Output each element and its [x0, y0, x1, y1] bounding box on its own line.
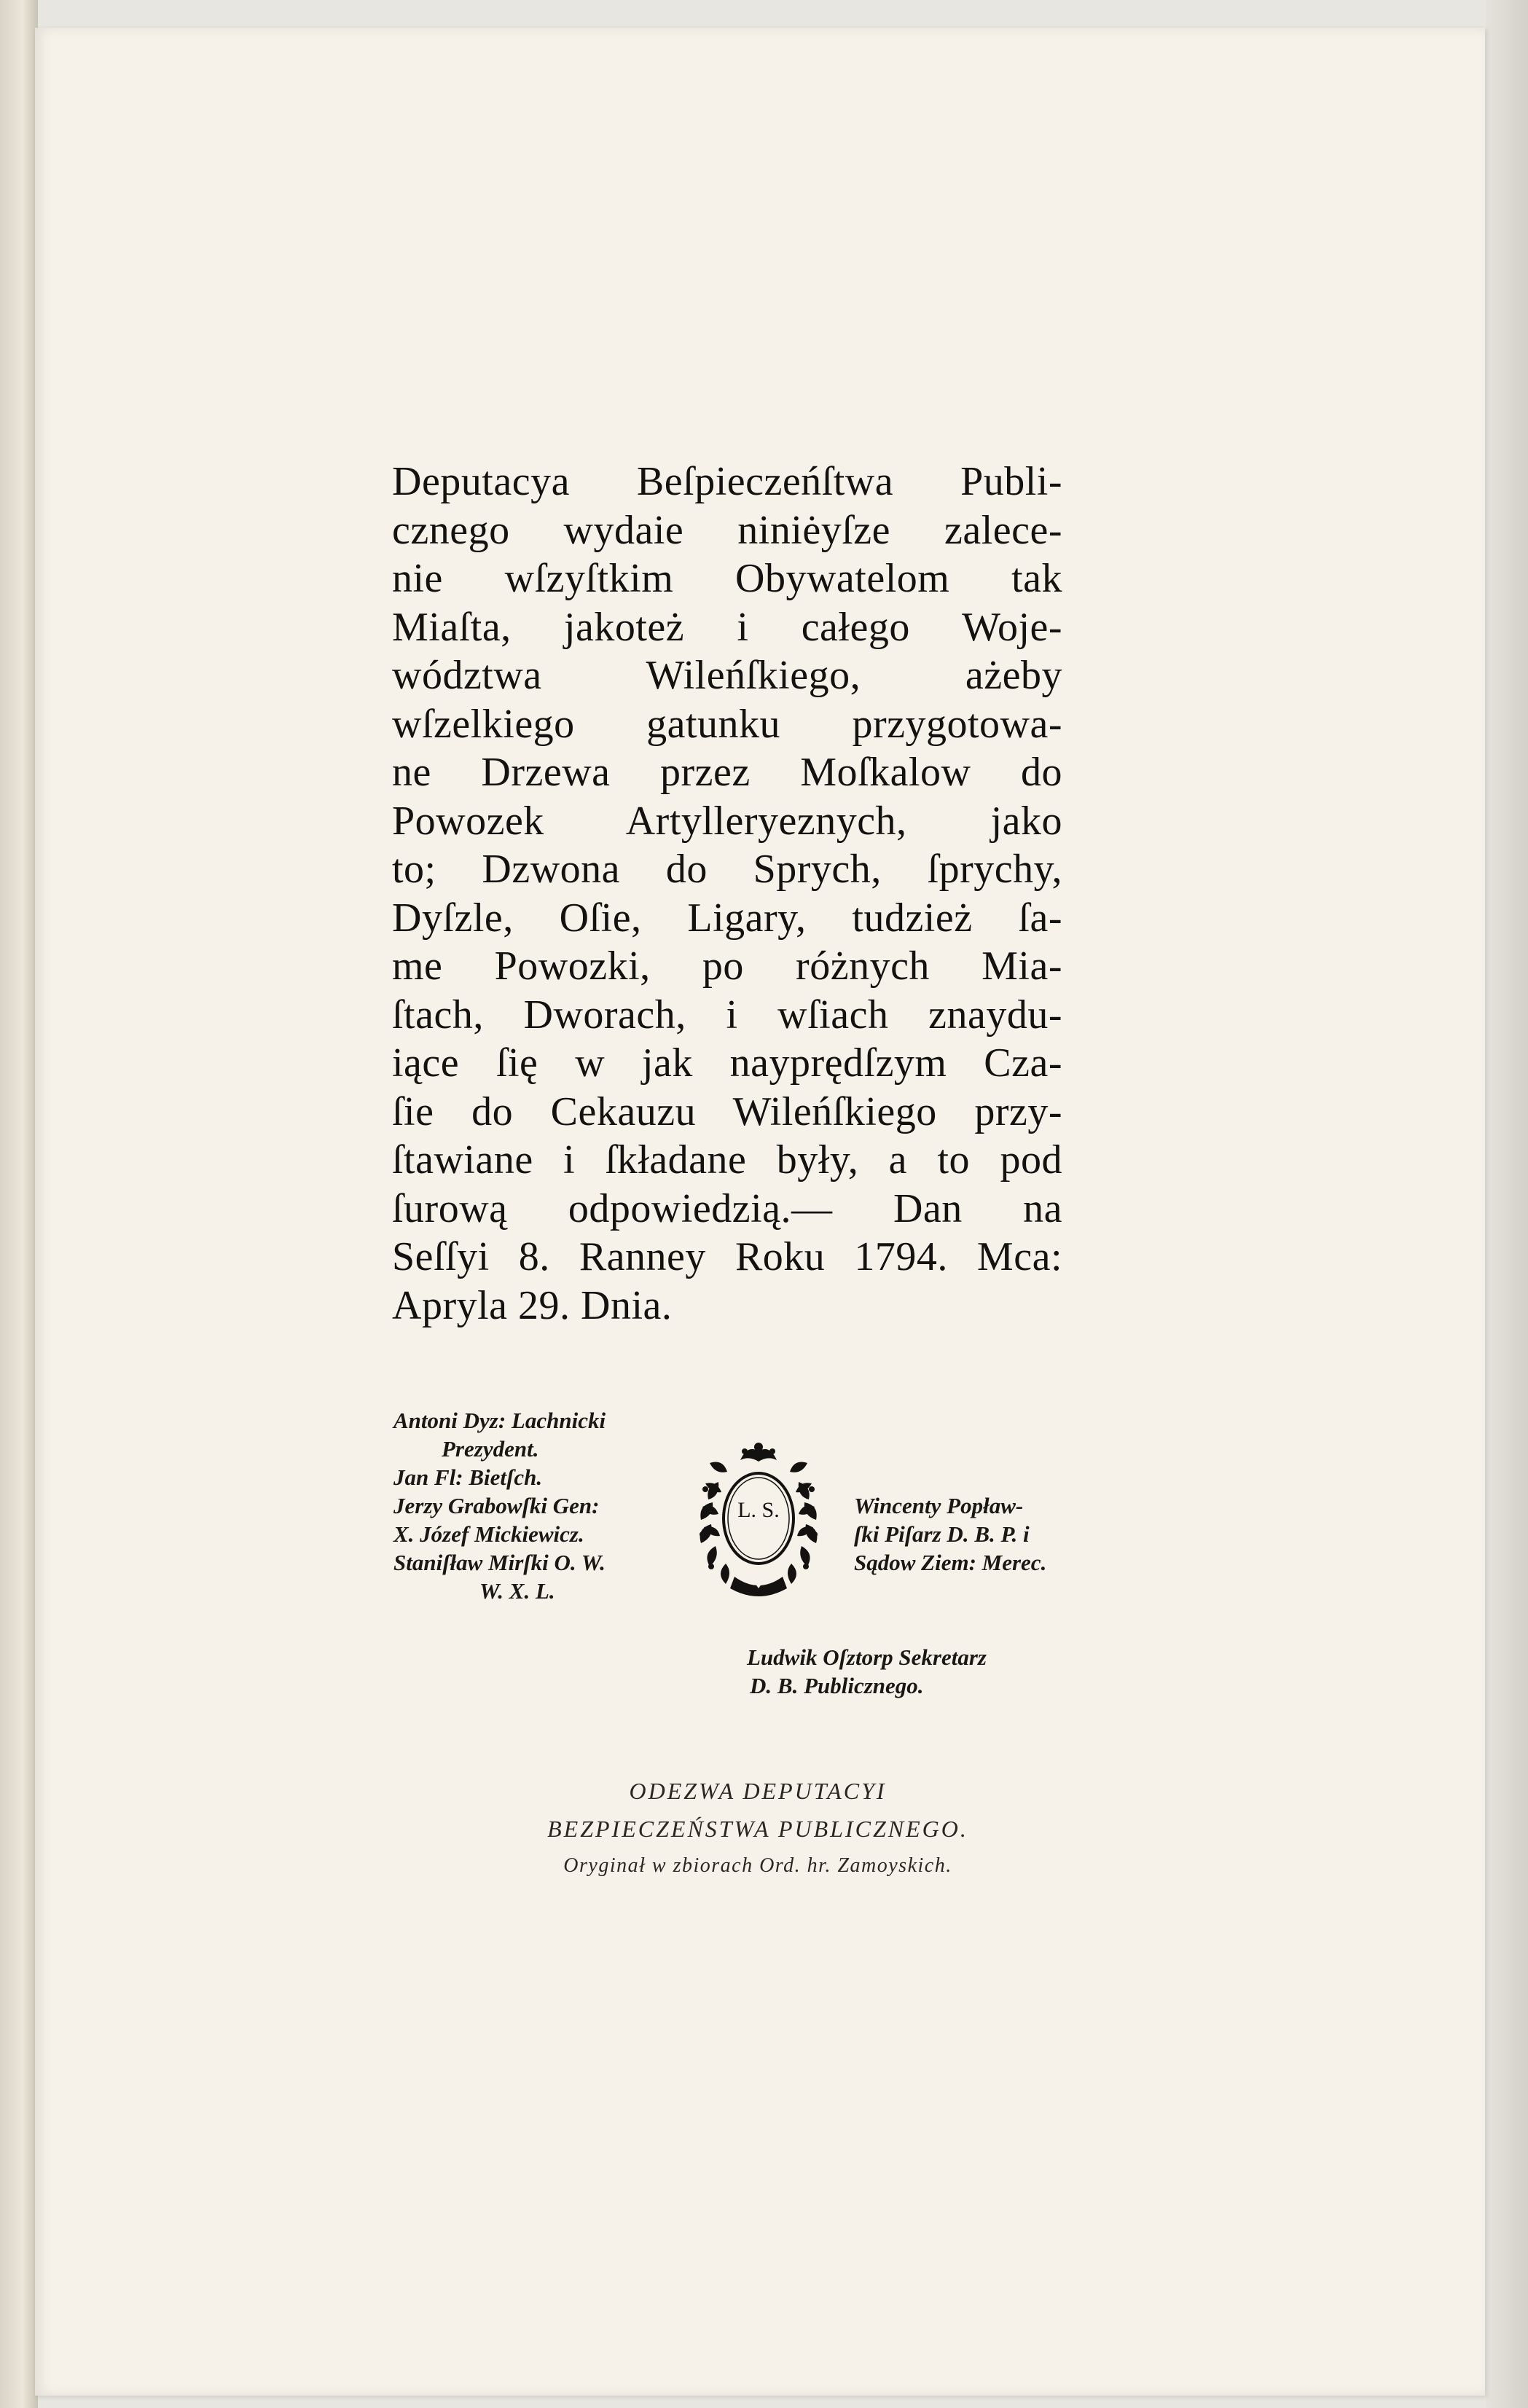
signature-line: Staniſław Mirſki O. W.: [393, 1550, 606, 1575]
proclamation-line: cznego wydaie niniėyſze zalece-: [392, 507, 1062, 553]
signature-line: Jan Fl: Bietſch.: [393, 1464, 543, 1490]
proclamation-line: ſie do Cekauzu Wileńſkiego przy-: [392, 1089, 1062, 1134]
seal-label: L. S.: [737, 1498, 780, 1522]
proclamation-line: ſtach, Dworach, i wſiach znaydu-: [392, 992, 1062, 1038]
proclamation-line: Miaſta, jakoteż i całego Woje-: [392, 604, 1062, 650]
signature-line: Ludwik Oſztorp Sekretarz: [747, 1644, 987, 1670]
caption-title-line2: BEZPIECZEŃSTWA PUBLICZNEGO.: [547, 1816, 968, 1842]
proclamation-line: wództwa Wileńſkiego, ażeby: [392, 653, 1062, 698]
proclamation-line: Seſſyi 8. Ranney Roku 1794. Mca:: [392, 1234, 1062, 1279]
signature-secretary: [747, 1643, 987, 1700]
proclamation-line: nie wſzyſtkim Obywatelom tak: [392, 556, 1062, 601]
signature-line: Sądow Ziem: Merec.: [854, 1550, 1047, 1575]
signature-line: Antoni Dyz: Lachnicki: [393, 1408, 606, 1433]
proclamation-line: Dyſzle, Oſie, Ligary, tudzież ſa-: [392, 895, 1062, 941]
proclamation-line: iące ſię w jak nayprędſzym Cza-: [392, 1040, 1062, 1086]
signature-line: W. X. L.: [479, 1578, 555, 1604]
proclamation-line: ſtawiane i ſkładane były, a to pod: [392, 1137, 1062, 1183]
proclamation-line: ne Drzewa przez Moſkalow do: [392, 750, 1062, 795]
seal: [689, 1438, 828, 1602]
proclamation-line: me Powozki, po różnych Mia-: [392, 944, 1062, 989]
signature-line: ſki Piſarz D. B. P. i: [854, 1521, 1030, 1547]
previous-page-edge: [0, 0, 35, 2408]
signature-line: Jerzy Grabowſki Gen:: [393, 1493, 600, 1518]
caption: [393, 1772, 1122, 1884]
signatures-left: [393, 1406, 606, 1605]
caption-source: Oryginał w zbiorach Ord. hr. Zamoyskich.: [563, 1854, 952, 1877]
signature-line: Prezydent.: [442, 1436, 539, 1462]
page-right-edge: [1486, 0, 1528, 2408]
signature-line: X. Józef Mickiewicz.: [393, 1521, 584, 1547]
proclamation-line: Powozek Artylleryeznych, jako: [392, 798, 1062, 844]
signature-line: D. B. Publicznego.: [750, 1673, 924, 1698]
proclamation-line: wſzelkiego gatunku przygotowa-: [392, 701, 1062, 747]
proclamation-line: to; Dzwona do Sprych, ſprychy,: [392, 847, 1062, 892]
proclamation-line: Apryla 29. Dnia.: [392, 1282, 673, 1328]
caption-title-line1: ODEZWA DEPUTACYI: [629, 1778, 887, 1804]
signature-line: Wincenty Popław-: [854, 1493, 1024, 1518]
proclamation-line: Deputacya Beſpieczeńſtwa Publi-: [392, 459, 1062, 504]
proclamation-text: [392, 458, 1062, 1330]
signatures-right: [854, 1491, 1046, 1577]
proclamation-line: ſurową odpowiedzią.— Dan na: [392, 1185, 1062, 1231]
